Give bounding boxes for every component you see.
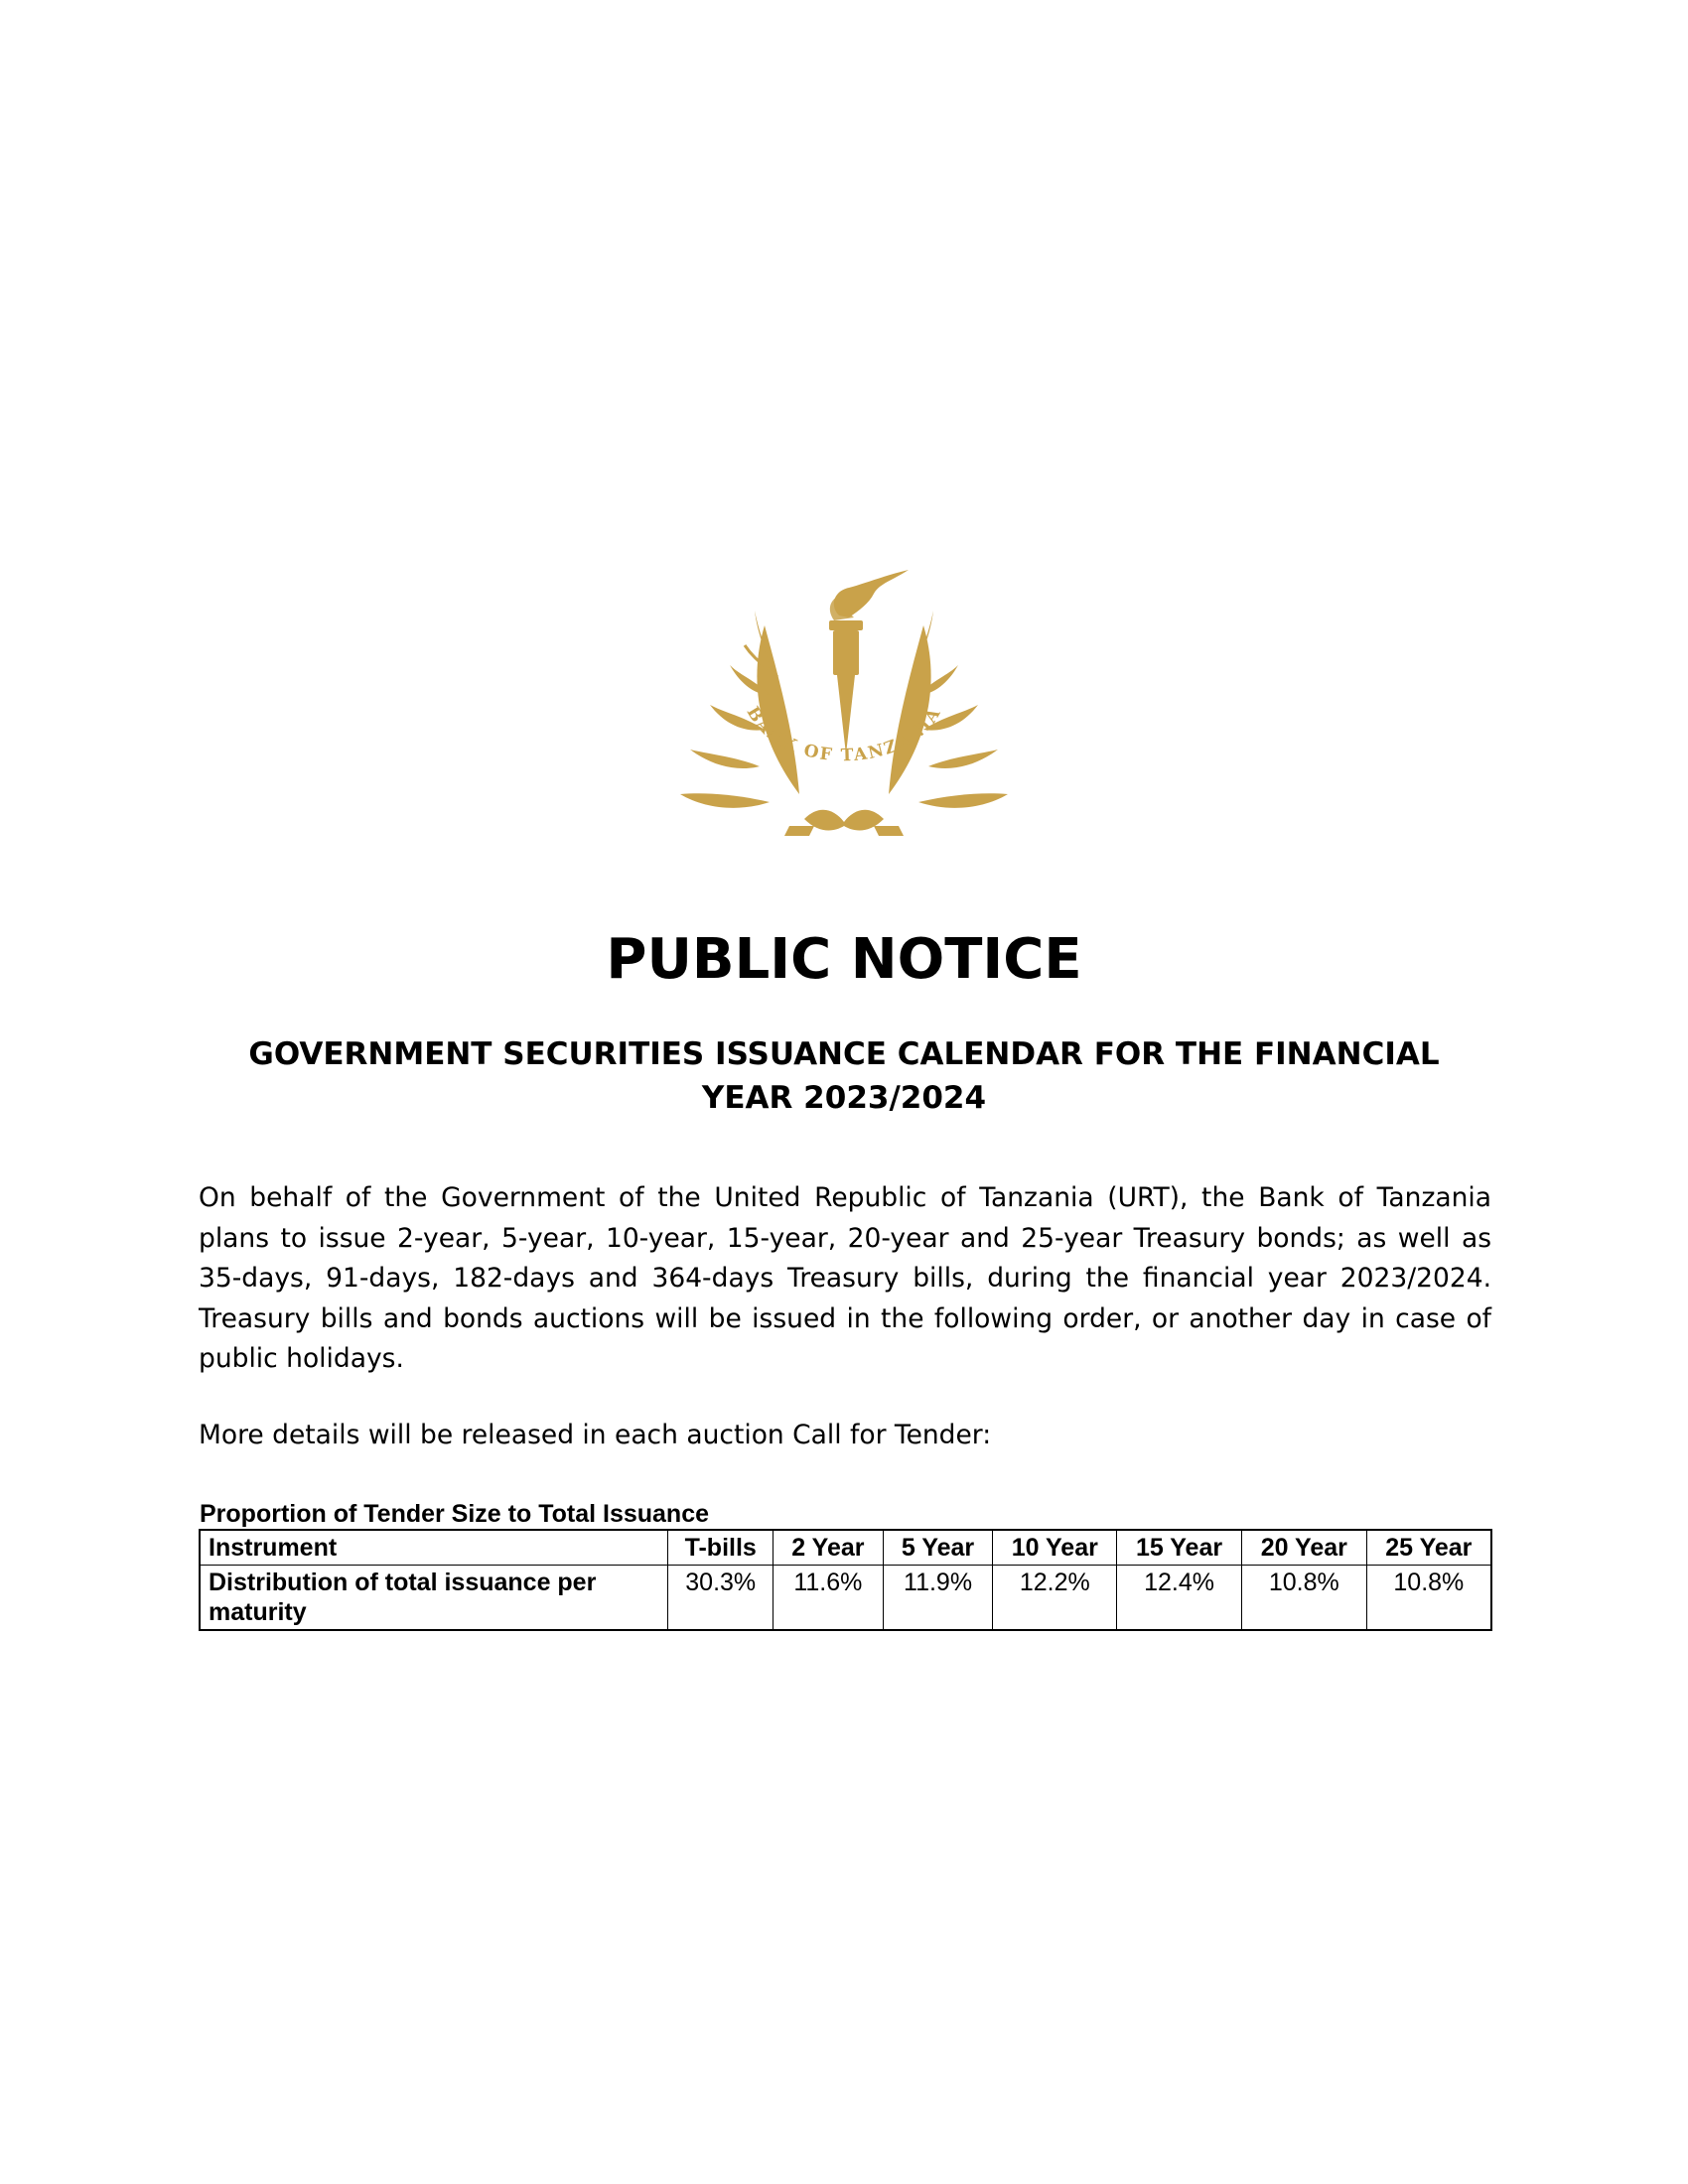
value-5-year: 11.9% bbox=[883, 1566, 993, 1631]
subtitle-line-1: GOVERNMENT SECURITIES ISSUANCE CALENDAR FOR THE FINANCIAL bbox=[248, 1036, 1440, 1072]
value-15-year: 12.4% bbox=[1117, 1566, 1242, 1631]
header-2-year: 2 Year bbox=[774, 1530, 884, 1566]
table-row bbox=[200, 1566, 1491, 1631]
header-5-year: 5 Year bbox=[883, 1530, 993, 1566]
table-caption: Proportion of Tender Size to Total Issuance bbox=[200, 1500, 710, 1528]
torch-wreath-emblem-icon bbox=[670, 566, 1018, 854]
row-label-distribution: Distribution of total issuance per maturity bbox=[200, 1566, 668, 1631]
header-instrument: Instrument bbox=[200, 1530, 668, 1566]
header-25-year: 25 Year bbox=[1366, 1530, 1491, 1566]
header-20-year: 20 Year bbox=[1241, 1530, 1366, 1566]
value-10-year: 12.2% bbox=[993, 1566, 1117, 1631]
page-subtitle bbox=[189, 1032, 1499, 1120]
intro-paragraph: On behalf of the Government of the United Republic of Tanzania (URT), the Bank of Tanzania plans to issue 2-year, 5-year, 10-year, 15-year, 20-year and 25-year Treasury bonds; as well as 35-days, 91-days, 182-days and 364-days Treasury bills, during the financial year 2023/2024. Treasury bills and bonds auctions will be issued in the following order, or another day in case of public holidays. bbox=[199, 1182, 1491, 1374]
header-15-year: 15 Year bbox=[1117, 1530, 1242, 1566]
value-20-year: 10.8% bbox=[1241, 1566, 1366, 1631]
value-tbills: 30.3% bbox=[668, 1566, 774, 1631]
bank-of-tanzania-logo bbox=[670, 566, 1018, 854]
logo-arc-text: BANK OF TANZANIA bbox=[742, 703, 946, 766]
subtitle-line-2: YEAR 2023/2024 bbox=[701, 1080, 987, 1116]
header-tbills: T-bills bbox=[668, 1530, 774, 1566]
details-paragraph: More details will be released in each auction Call for Tender: bbox=[199, 1420, 992, 1450]
value-2-year: 11.6% bbox=[774, 1566, 884, 1631]
page-title: PUBLIC NOTICE bbox=[606, 927, 1082, 992]
table-header-row bbox=[200, 1530, 1491, 1566]
header-10-year: 10 Year bbox=[993, 1530, 1117, 1566]
issuance-distribution-table bbox=[199, 1529, 1492, 1631]
value-25-year: 10.8% bbox=[1366, 1566, 1491, 1631]
